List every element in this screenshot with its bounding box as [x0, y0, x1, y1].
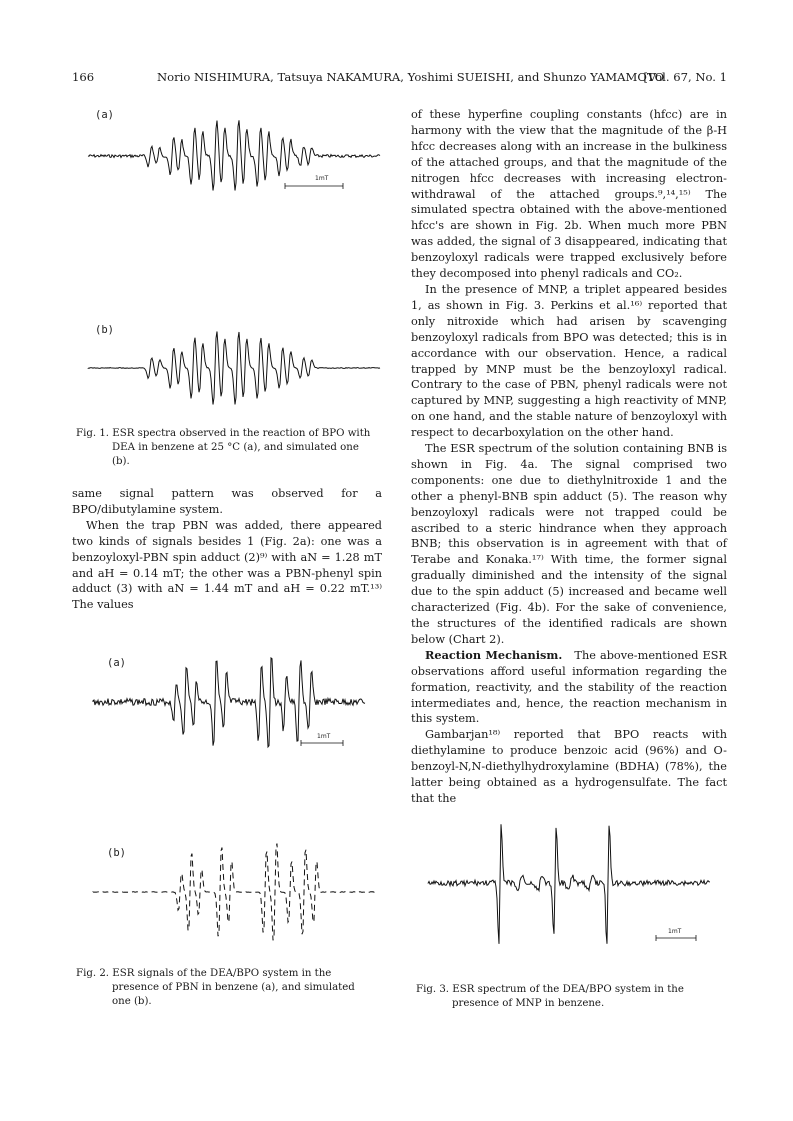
fig3-trace: [428, 824, 710, 944]
left-p1: same signal pattern was observed for a BPO/dibutylamine system.: [72, 487, 382, 516]
authors: Norio NISHIMURA, Tatsuya NAKAMURA, Yoshimi SUEISHI, and Shunzo YAMAMOTO: [157, 70, 665, 84]
fig1-scale-bar: [285, 175, 343, 189]
fig1-label-b: (b): [95, 324, 114, 336]
volume-info: [Vol. 67, No. 1: [643, 70, 727, 84]
fig1-caption: Fig. 1. ESR spectra observed in the reaction of BPO with DEA in benzene at 25 °C (a), and simulated one (b).: [76, 428, 371, 467]
left-column: [72, 486, 382, 613]
fig2-scale-bar: [301, 733, 343, 746]
running-header: [72, 70, 727, 86]
fig3-scale-bar: [656, 928, 696, 941]
fig1-spectra: [80, 100, 390, 400]
fig3-caption: Fig. 3. ESR spectrum of the DEA/BPO system in the presence of MNP in benzene.: [416, 984, 684, 1009]
fig2-scale-label: 1mT: [317, 733, 331, 740]
fig1b-trace: [88, 332, 380, 405]
fig1-scale-label: 1mT: [315, 175, 329, 182]
fig1a-trace: [88, 120, 380, 190]
fig2b-trace: [93, 844, 375, 941]
right-p5: Gambarjan¹⁸⁾ reported that BPO reacts with diethylamine to produce benzoic acid (96%) and O-benzoyl-N,N-diethylhydroxylamine (BDHA) (78%), the latter being obtained as a hydrogensulfate. The fact that the: [411, 728, 727, 805]
section-heading: Reaction Mechanism.: [425, 647, 563, 662]
fig2-caption: Fig. 2. ESR signals of the DEA/BPO system in the presence of PBN in benzene (a), and simulated one (b).: [76, 968, 355, 1007]
fig2-spectra: [85, 620, 385, 960]
left-p2: When the trap PBN was added, there appeared two kinds of signals besides 1 (Fig. 2a): one was a benzoyloxyl-PBN spin adduct (2)⁹⁾ with aN = 1.28 mT and aH = 0.14 mT; the other was a PBN-phenyl spin adduct (3) with aN = 1.44 mT and aH = 0.22 mT.¹³⁾ The values: [72, 518, 382, 612]
page-number: 166: [72, 70, 95, 84]
fig1-label-a: (a): [95, 109, 114, 121]
fig3-scale-label: 1mT: [668, 928, 682, 935]
right-p3: The ESR spectrum of the solution containing BNB is shown in Fig. 4a. The signal comprised two components: one due to diethylnitroxide 1 and the other a phenyl-BNB spin adduct (5). The reason why benzoyloxyl radicals were not trapped could be ascribed to a steric hindrance when they approach BNB; this observation is in agreement with that of Terabe and Konaka.¹⁷⁾ With time, the former signal gradually diminished and the intensity of the signal due to the spin adduct (5) increased and became well characterized (Fig. 4b). For the sake of convenience, the structures of the identified radicals are shown below (Chart 2).: [411, 442, 727, 646]
fig2-label-b: (b): [107, 847, 126, 859]
fig2-label-a: (a): [107, 657, 126, 669]
right-column: [411, 107, 727, 807]
right-p1: of these hyperfine coupling constants (hfcc) are in harmony with the view that the magnitude of the β-H hfcc decreases along with an increase in the bulkiness of the attached groups, and that the magnitude of the nitrogen hfcc decreases with increasing electron-withdrawal of the attached groups.⁹,¹⁴,¹⁵⁾ The simulated spectra obtained with the above-mentioned hfcc's are shown in Fig. 2b. When much more PBN was added, the signal of 3 disappeared, indicating that benzoyloxyl radicals were trapped exclusively before they decomposed into phenyl radicals and CO₂.: [411, 108, 727, 281]
right-p2: In the presence of MNP, a triplet appeared besides 1, as shown in Fig. 3. Perkins et al.¹⁶⁾ reported that only nitroxide which had arisen by scavenging benzoyloxyl radicals from BPO was detected; this is in accordance with our observation. Hence, a radical trapped by MNP must be the benzoyloxyl radical. Contrary to the case of PBN, phenyl radicals were not captured by MNP, suggesting a high reactivity of MNP, on one hand, and the stable nature of benzoyloxyl with respect to decarboxylation on the other hand.: [411, 282, 727, 440]
right-p4: Reaction Mechanism. The above-mentioned ESR observations afford useful information regarding the formation, reactivity, and the stability of the reaction intermediates and, hence, the reaction mechanism in this system.: [411, 647, 727, 726]
fig3-spectrum: [420, 793, 720, 963]
